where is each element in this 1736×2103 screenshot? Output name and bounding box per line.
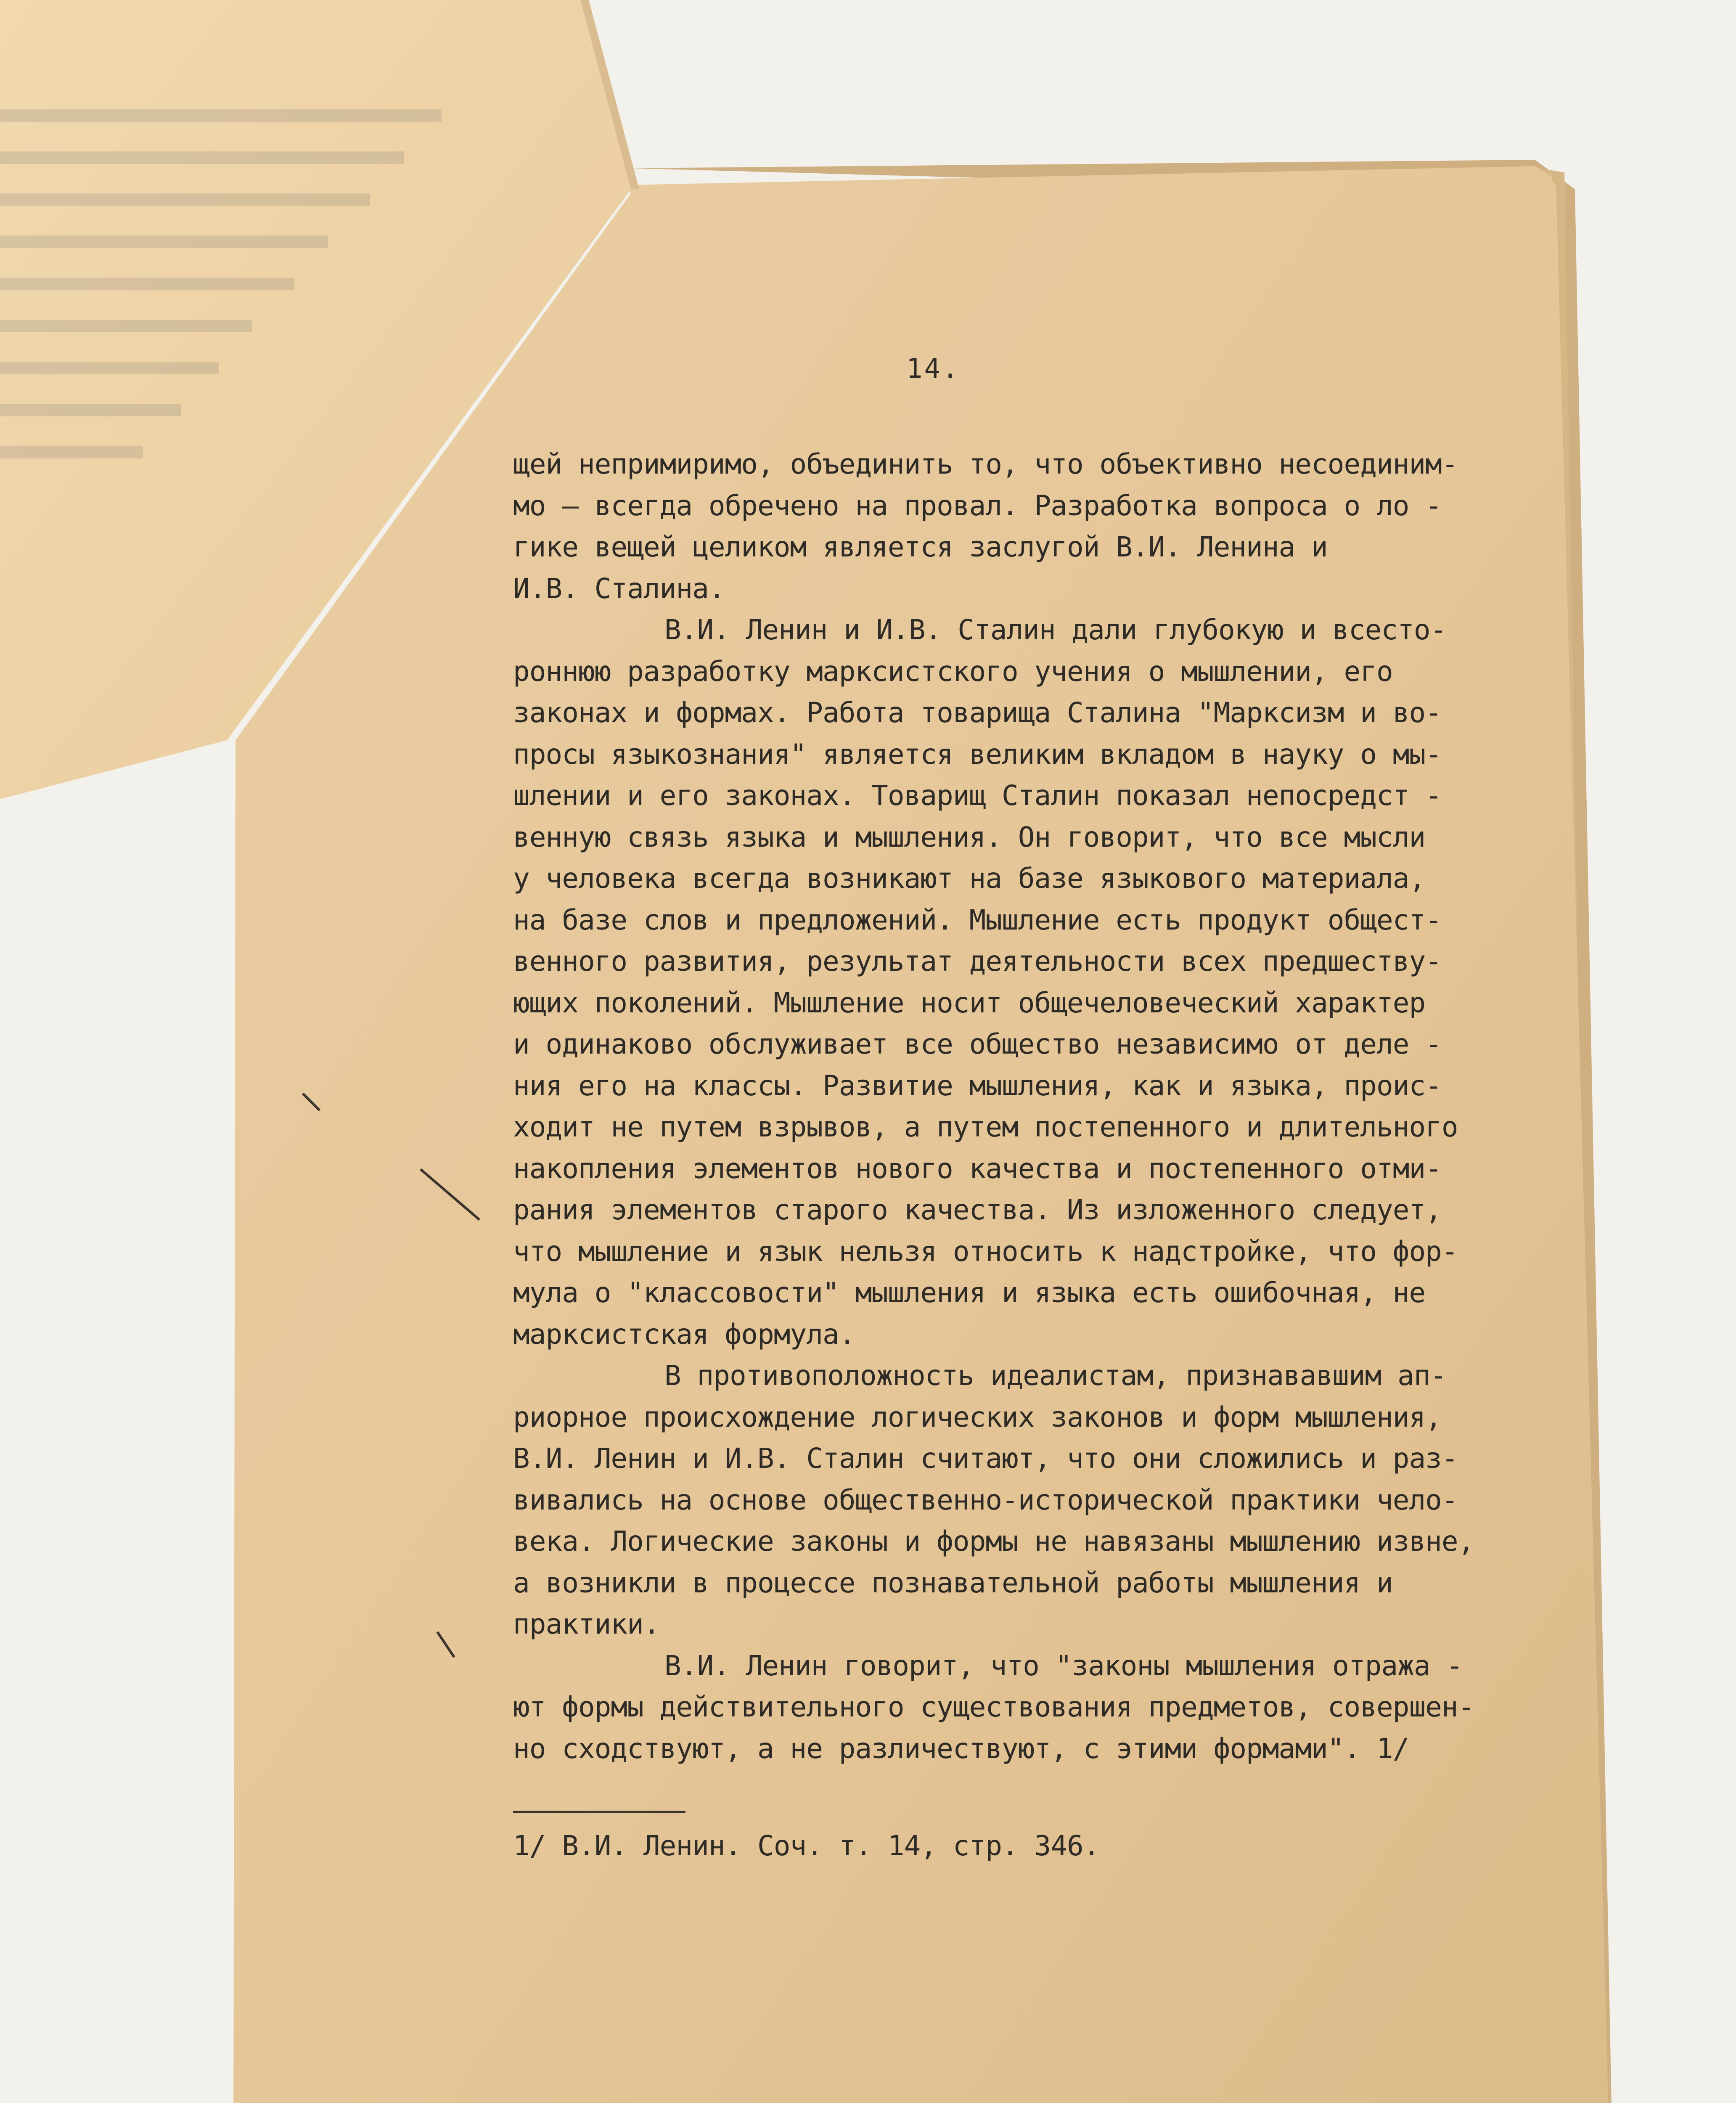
text-line: шлении и его законах. Товарищ Сталин показал непосредст - xyxy=(513,779,1442,812)
text-line: В.И. Ленин говорит, что "законы мышления отража - xyxy=(664,1649,1463,1682)
text-line: роннюю разработку марксистского учения о мышлении, его xyxy=(513,655,1393,688)
page-number: 14. xyxy=(906,353,960,384)
text-line: щей непримиримо, объединить то, что объективно несоединим- xyxy=(513,448,1458,480)
text-line: И.В. Сталина. xyxy=(513,572,725,605)
text-line: законах и формах. Работа товарища Сталина "Марксизм и во- xyxy=(513,697,1442,729)
text-line: но сходствуют, а не различествуют, с этими формами". 1/ xyxy=(513,1732,1409,1765)
text-line: мо – всегда обречено на провал. Разработка вопроса о ло - xyxy=(513,489,1442,522)
text-line: мула о "классовости" мышления и языка есть ошибочная, не xyxy=(513,1277,1426,1309)
text-line: рания элементов старого качества. Из изложенного следует, xyxy=(513,1194,1442,1226)
footnote-divider xyxy=(513,1811,685,1813)
text-line: венного развития, результат деятельности всех предшеству- xyxy=(513,945,1442,977)
text-line: накопления элементов нового качества и постепенного отми- xyxy=(513,1152,1442,1185)
text-line: В противоположность идеалистам, признававшим ап- xyxy=(664,1359,1447,1392)
text-line: В.И. Ленин и И.В. Сталин считают, что они сложились и раз- xyxy=(513,1442,1458,1475)
text-line: на базе слов и предложений. Мышление есть продукт общест- xyxy=(513,903,1442,936)
text-line: ют формы действительного существования предметов, совершен- xyxy=(513,1691,1474,1723)
text-line: ходит не путем взрывов, а путем постепенного и длительного xyxy=(513,1111,1458,1143)
text-line: у человека всегда возникают на базе языкового материала, xyxy=(513,862,1426,895)
text-line: ния его на классы. Развитие мышления, как и языка, проис- xyxy=(513,1069,1442,1102)
text-line: вивались на основе общественно-исторической практики чело- xyxy=(513,1483,1458,1516)
text-line: просы языкознания" является великим вкладом в науку о мы- xyxy=(513,738,1442,771)
text-line: практики. xyxy=(513,1608,660,1640)
text-line: гике вещей целиком является заслугой В.И. Ленина и xyxy=(513,531,1328,563)
text-line: риорное происхождение логических законов и форм мышления, xyxy=(513,1401,1442,1433)
text-line: ющих поколений. Мышление носит общечеловеческий характер xyxy=(513,986,1426,1019)
text-line: что мышление и язык нельзя относить к надстройке, что фор- xyxy=(513,1235,1458,1268)
text-line: и одинаково обслуживает все общество независимо от деле - xyxy=(513,1028,1442,1060)
body-text xyxy=(513,444,1514,1769)
text-line: века. Логические законы и формы не навязаны мышлению извне, xyxy=(513,1525,1474,1557)
text-line: марксистская формула. xyxy=(513,1318,855,1351)
text-line: В.И. Ленин и И.В. Сталин дали глубокую и всесто- xyxy=(664,614,1447,646)
footnote: 1/ В.И. Ленин. Соч. т. 14, стр. 346. xyxy=(513,1830,1100,1862)
text-line: венную связь языка и мышления. Он говорит, что все мысли xyxy=(513,821,1426,853)
text-line: а возникли в процессе познавательной работы мышления и xyxy=(513,1566,1393,1599)
